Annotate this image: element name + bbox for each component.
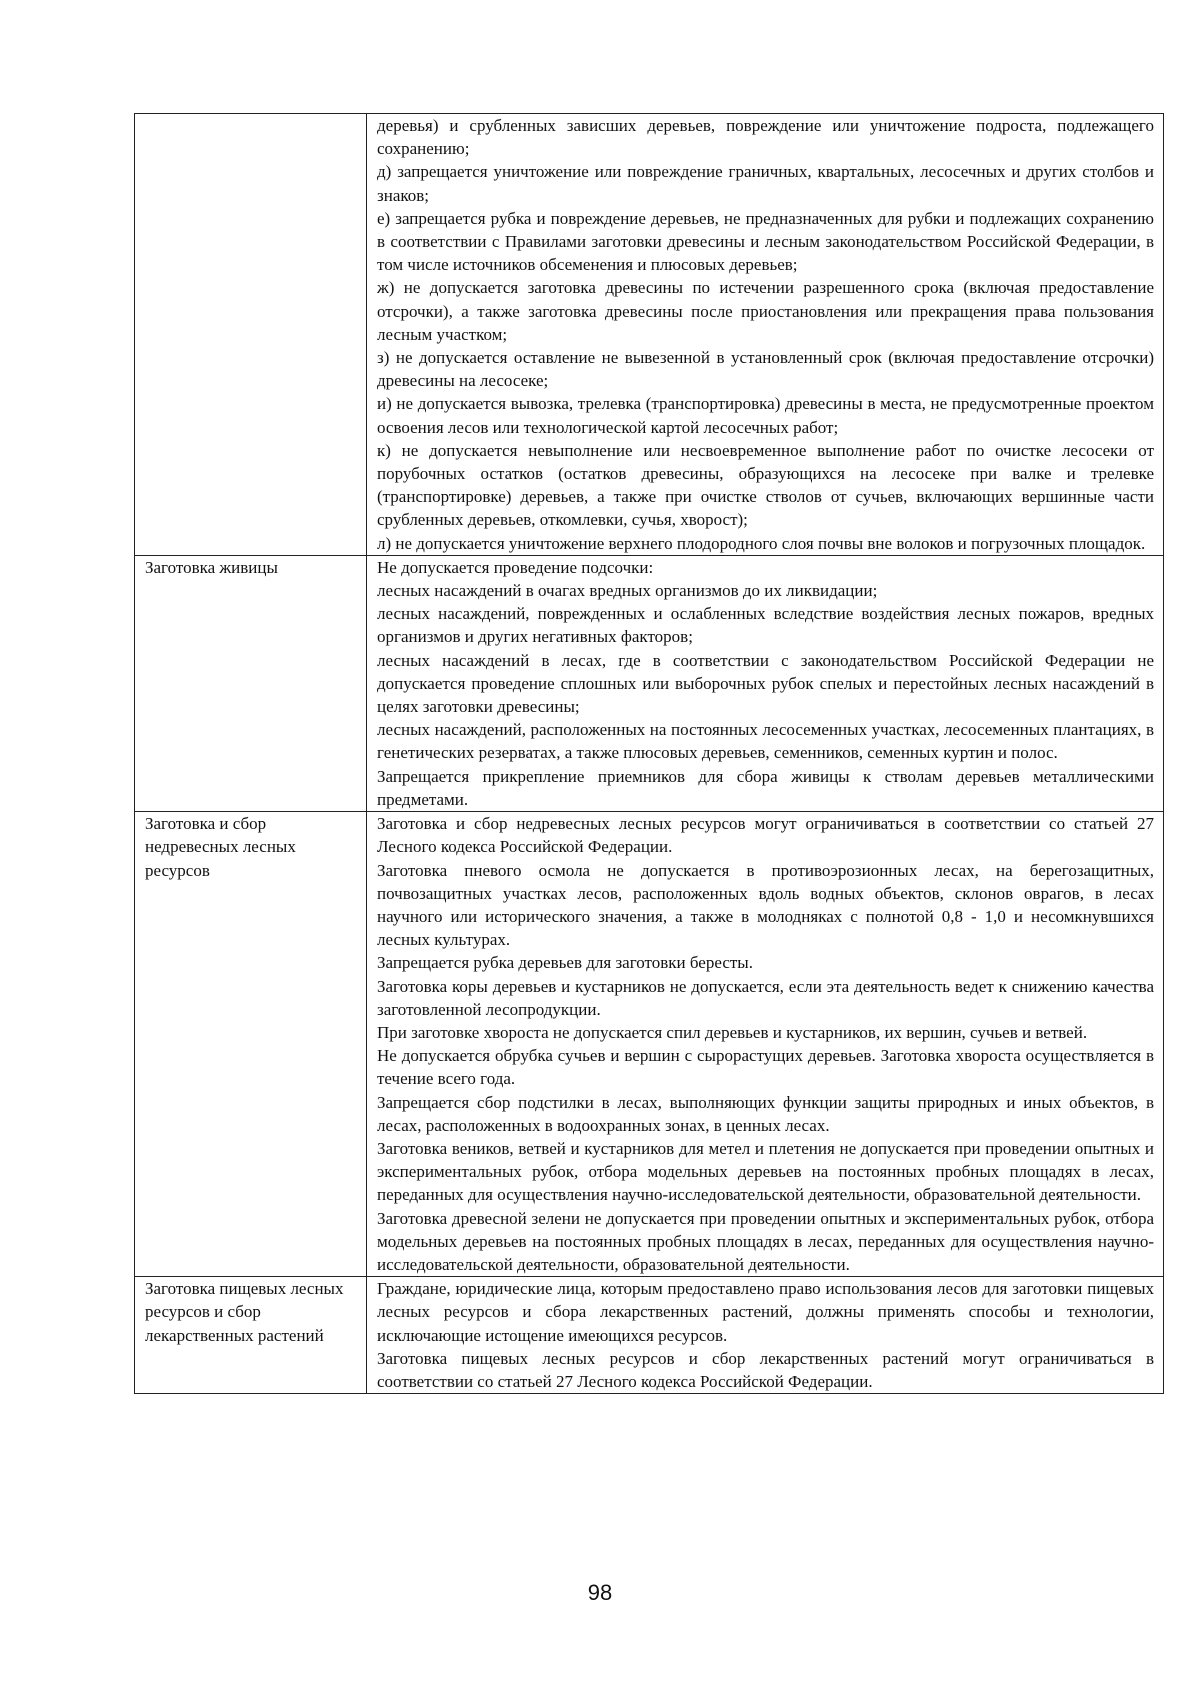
paragraph: лесных насаждений, поврежденных и ослабленных вследствие воздействия лесных пожаров, вредных организмов и других негативных факторов; bbox=[377, 604, 1154, 647]
paragraph: Заготовка и сбор недревесных лесных ресурсов могут ограничиваться в соответствии со статьей 27 Лесного кодекса Российской Федерации. bbox=[377, 814, 1154, 857]
document-page bbox=[134, 113, 1164, 1394]
paragraph: и) не допускается вывозка, трелевка (транспортировка) древесины в места, не предусмотренные проектом освоения лесов или технологической картой лесосечных работ; bbox=[377, 394, 1154, 437]
paragraph: деревья) и срубленных зависших деревьев, повреждение или уничтожение подроста, подлежащего сохранению; bbox=[377, 116, 1154, 159]
paragraph: лесных насаждений в очагах вредных организмов до их ликвидации; bbox=[377, 581, 878, 601]
activity-cell: Заготовка и сбор недревесных лесных ресурсов bbox=[135, 812, 367, 1277]
restrictions-cell bbox=[367, 555, 1164, 811]
paragraph: лесных насаждений, расположенных на постоянных лесосеменных участках, лесосеменных плантациях, в генетических резерватах, а также плюсовых деревьев, семенников, семенных куртин и полос. bbox=[377, 720, 1154, 763]
paragraph: При заготовке хвороста не допускается спил деревьев и кустарников, их вершин, сучьев и ветвей. bbox=[377, 1022, 1088, 1042]
paragraph: Запрещается прикрепление приемников для сбора живицы к стволам деревьев металлическими предметами. bbox=[377, 766, 1154, 809]
paragraph: Заготовка пищевых лесных ресурсов и сбор лекарственных растений могут ограничиваться в соответствии со статьей 27 Лесного кодекса Российской Федерации. bbox=[377, 1348, 1154, 1391]
paragraph: Не допускается обрубка сучьев и вершин с сырорастущих деревьев. Заготовка хвороста осуществляется в течение всего года. bbox=[377, 1046, 1154, 1089]
paragraph: з) не допускается оставление не вывезенной в установленный срок (включая предоставление отсрочки) древесины на лесосеке; bbox=[377, 348, 1154, 391]
regulations-table bbox=[134, 113, 1164, 1394]
paragraph: Заготовка коры деревьев и кустарников не допускается, если эта деятельность ведет к снижению качества заготовленной лесопродукции. bbox=[377, 976, 1154, 1019]
table-row bbox=[135, 1277, 1164, 1394]
paragraph: д) запрещается уничтожение или повреждение граничных, квартальных, лесосечных и других столбов и знаков; bbox=[377, 162, 1154, 205]
activity-cell: Заготовка живицы bbox=[135, 555, 367, 811]
paragraph: Заготовка пневого осмола не допускается в противоэрозионных лесах, на берегозащитных, почвозащитных участках лесов, расположенных вдоль водных объектов, склонов оврагов, в лесах научного или исторического значения, а также в молодняках с полнотой 0,8 - 1,0 и несомкнувшихся лесных культурах. bbox=[377, 860, 1154, 950]
paragraph: Не допускается проведение подсочки: bbox=[377, 557, 654, 577]
paragraph: к) не допускается невыполнение или несвоевременное выполнение работ по очистке лесосеки от порубочных остатков (остатков древесины, образующихся на лесосеке при валке и трелевке (транспортировке) деревьев, а также при очистке стволов от сучьев, включающих вершинные части срубленных деревьев, откомлевки, сучья, хворост); bbox=[377, 440, 1154, 530]
paragraph: л) не допускается уничтожение верхнего плодородного слоя почвы вне волоков и погрузочных площадок. bbox=[377, 533, 1146, 553]
page-number: 98 bbox=[587, 1580, 613, 1605]
table-row bbox=[135, 555, 1164, 811]
restrictions-cell bbox=[367, 812, 1164, 1277]
paragraph: Заготовка древесной зелени не допускается при проведении опытных и экспериментальных рубок, отбора модельных деревьев на постоянных пробных площадях в лесах, переданных для осуществления научно-исследовательской деятельности, образовательной деятельности. bbox=[377, 1208, 1154, 1274]
paragraph: Запрещается сбор подстилки в лесах, выполняющих функции защиты природных и иных объектов, в лесах, расположенных в водоохранных зонах, в ценных лесах. bbox=[377, 1092, 1154, 1135]
paragraph: ж) не допускается заготовка древесины по истечении разрешенного срока (включая предоставление отсрочки), а также заготовка древесины после приостановления или прекращения права пользования лесным участком; bbox=[377, 278, 1154, 344]
activity-cell bbox=[135, 114, 367, 556]
paragraph: Заготовка веников, ветвей и кустарников для метел и плетения не допускается при проведении опытных и экспериментальных рубок, отбора модельных деревьев на постоянных пробных площадях в лесах, переданных для осуществления научно-исследовательской деятельности, образовательной деятельности. bbox=[377, 1138, 1154, 1205]
restrictions-cell bbox=[367, 114, 1164, 556]
paragraph: лесных насаждений в лесах, где в соответствии с законодательством Российской Федерации не допускается проведение сплошных или выборочных рубок спелых и перестойных лесных насаждений в целях заготовки древесины; bbox=[377, 650, 1154, 717]
restrictions-cell bbox=[367, 1277, 1164, 1394]
paragraph: Граждане, юридические лица, которым предоставлено право использования лесов для заготовки пищевых лесных ресурсов и сбора лекарственных растений, должны применять способы и технологии, исключающие истощение имеющихся ресурсов. bbox=[377, 1279, 1154, 1345]
table-row bbox=[135, 812, 1164, 1277]
paragraph: е) запрещается рубка и повреждение деревьев, не предназначенных для рубки и подлежащих сохранению в соответствии с Правилами заготовки древесины и лесным законодательством Российской Федерации, в том числе источников обсеменения и плюсовых деревьев; bbox=[377, 208, 1154, 275]
activity-cell: Заготовка пищевых лесных ресурсов и сбор лекарственных растений bbox=[135, 1277, 367, 1394]
table-row bbox=[135, 114, 1164, 556]
paragraph: Запрещается рубка деревьев для заготовки бересты. bbox=[377, 953, 753, 973]
